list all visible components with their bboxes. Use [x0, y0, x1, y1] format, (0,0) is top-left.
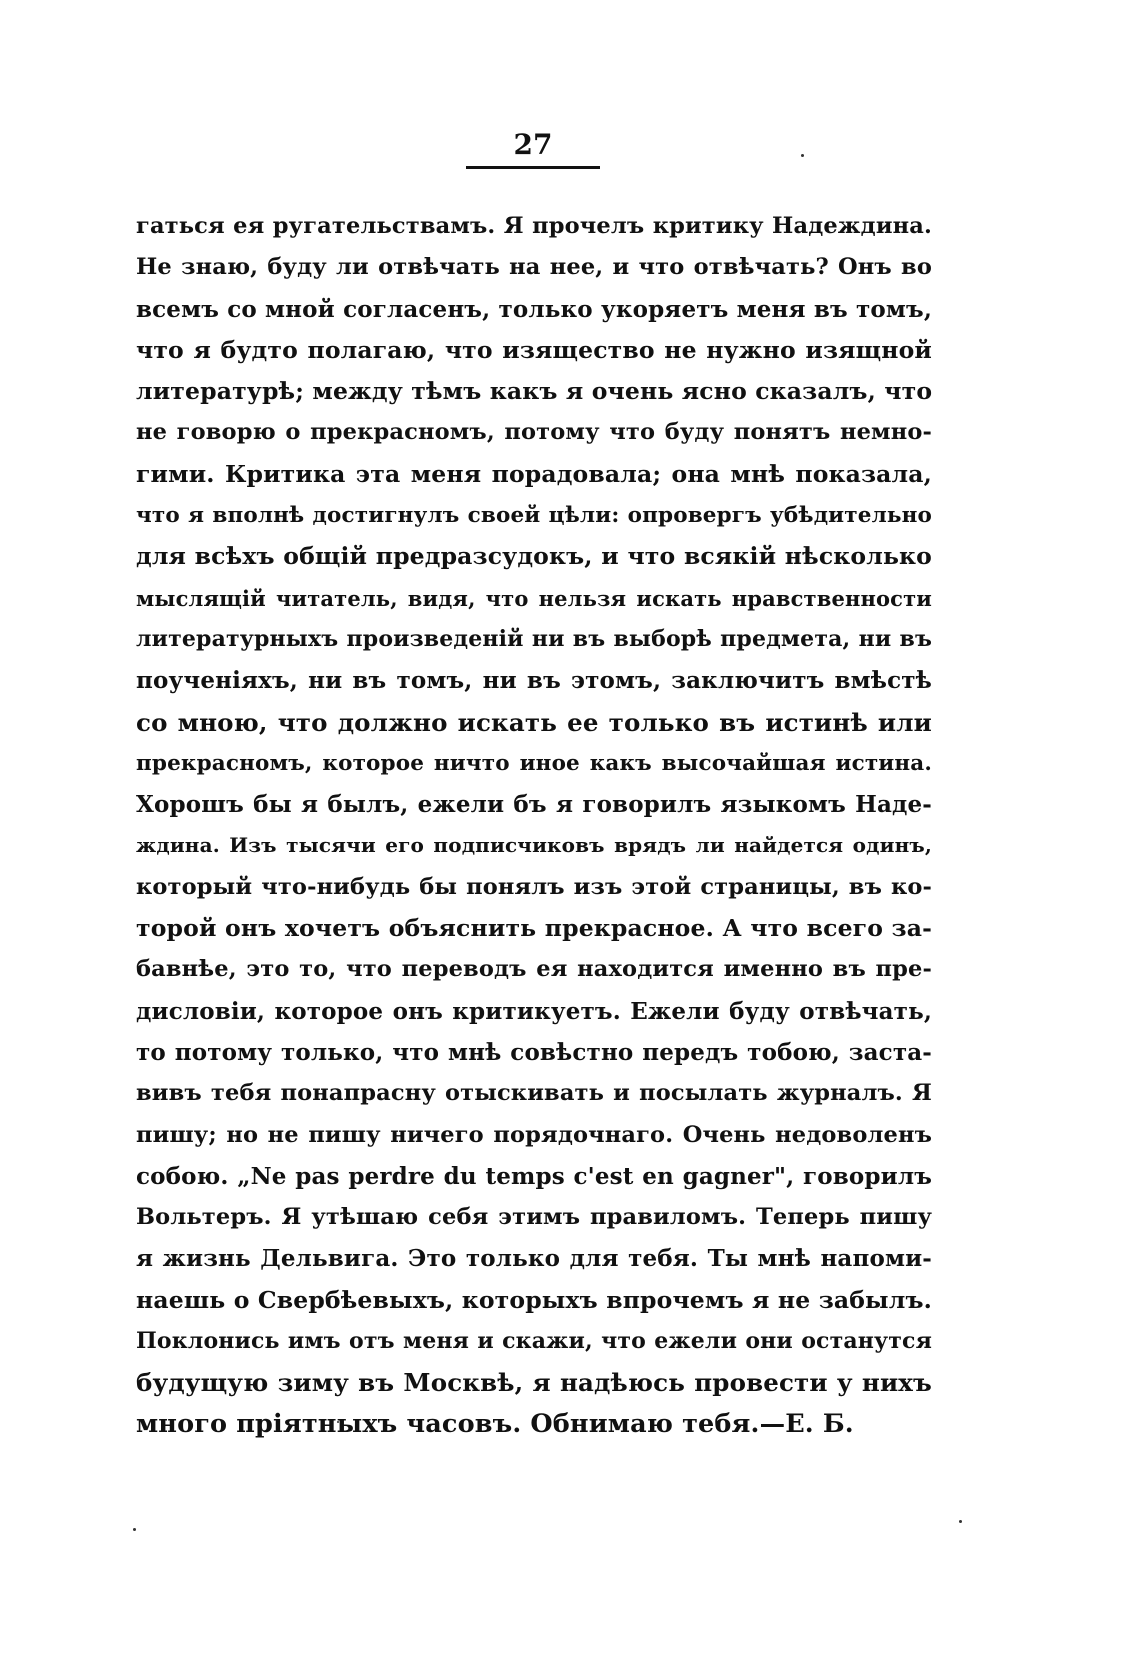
- letter-text: [136, 206, 932, 1445]
- text-line: Вольтеръ. Я утѣшаю себя этимъ правиломъ. Теперь пишу: [136, 1204, 932, 1231]
- text-line: прекрасномъ, которое ничто иное какъ высочайшая истина.: [136, 750, 932, 776]
- text-line: я жизнь Дельвига. Это только для тебя. Ты мнѣ напоми-: [136, 1245, 932, 1273]
- text-line: то потому только, что мнѣ совѣстно передъ тобою, застa-: [136, 1038, 932, 1066]
- text-line: который что-нибудь бы понялъ изъ этой страницы, въ ко-: [136, 873, 932, 900]
- text-line: мыслящій читатель, видя, что нельзя искать нравственности: [136, 585, 932, 611]
- text-line: что я будто полагаю, что изящество не нужно изящной: [136, 335, 932, 364]
- text-line: собою. „Ne pas perdre du temps c'est en gagner", говорилъ: [136, 1162, 932, 1190]
- text-line: для всѣхъ общій предразсудокъ, и что всякій нѣсколько: [136, 542, 932, 571]
- text-line: гаться ея ругательствамъ. Я прочелъ критику Надеждина.: [136, 213, 932, 239]
- text-line: гими. Критика эта меня порадовала; она мнѣ показала,: [136, 459, 932, 488]
- print-speck: [801, 154, 804, 157]
- print-speck: [133, 1528, 136, 1531]
- print-speck: [959, 1520, 962, 1523]
- text-line: Не знаю, буду ли отвѣчать на нее, и что отвѣчать? Онъ во: [136, 254, 932, 281]
- text-line: не говорю о прекрасномъ, потому что буду понятъ немно-: [136, 419, 932, 446]
- text-line: Хорошъ бы я былъ, ежели бъ я говорилъ языкомъ Наде-: [136, 791, 932, 819]
- text-line: ждина. Изъ тысячи его подписчиковъ врядъ ли найдется одинъ,: [136, 833, 932, 858]
- text-line: дисловіи, которое онъ критикуетъ. Ежели буду отвѣчать,: [136, 997, 932, 1025]
- text-line: торой онъ хочетъ объяснить прекрасное. А что всего за-: [136, 914, 932, 943]
- text-line: бавнѣе, это то, что переводъ ея находится именно въ пре-: [136, 956, 932, 983]
- text-line: всемъ со мной согласенъ, только укоряетъ меня въ томъ,: [136, 295, 932, 323]
- text-line: литературѣ; между тѣмъ какъ я очень ясно сказалъ, что: [136, 377, 933, 406]
- text-line: пишу; но не пишу ничего порядочнаго. Очень недоволенъ: [136, 1121, 932, 1148]
- text-line: вивъ тебя понапрасну отыскивать и посылать журналъ. Я: [136, 1080, 932, 1107]
- header-rule: [466, 166, 600, 169]
- text-line: много пріятныхъ часовъ. Обнимаю тебя.—Е. Б.: [136, 1408, 854, 1439]
- page-header: [466, 128, 600, 169]
- page-number: 27: [513, 128, 553, 161]
- text-line: поученіяхъ, ни въ томъ, ни въ этомъ, заключитъ вмѣстѣ: [136, 667, 932, 695]
- text-line: будущую зиму въ Москвѣ, я надѣюсь провести у нихъ: [136, 1368, 932, 1398]
- text-line: со мною, что должно искать ее только въ истинѣ или: [136, 707, 932, 737]
- text-line: наешь о Свербѣевыхъ, которыхъ впрочемъ я не забылъ.: [136, 1285, 932, 1314]
- text-line: литературныхъ произведеній ни въ выборѣ предмета, ни въ: [136, 625, 932, 652]
- text-line: Поклонись имъ отъ меня и скажи, что ежели они останутся: [136, 1328, 932, 1355]
- text-line: что я вполнѣ достигнулъ своей цѣли: опровергъ убѣдительно: [136, 503, 932, 529]
